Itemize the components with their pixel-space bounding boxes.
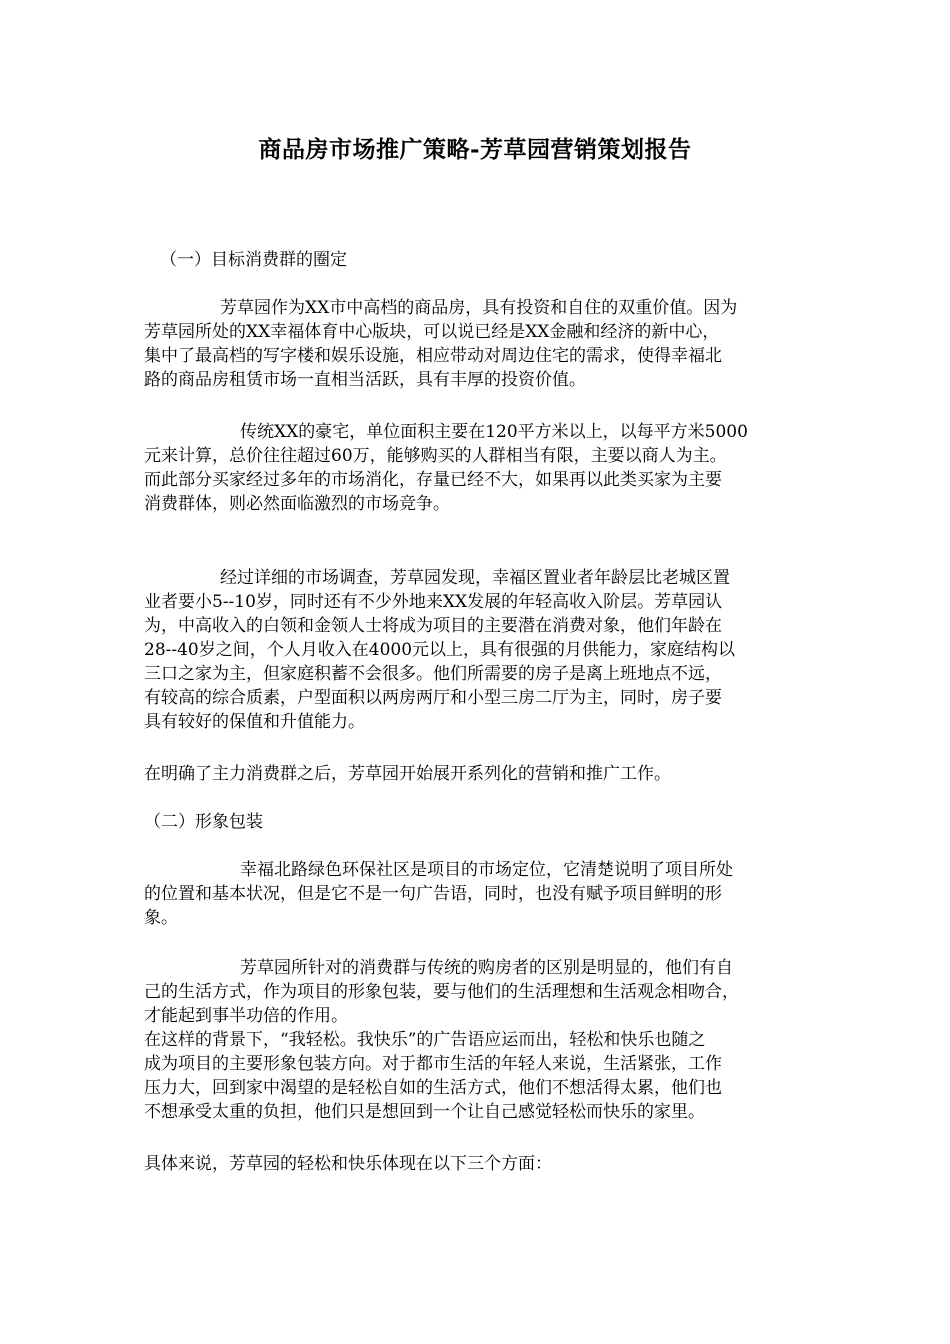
- section-heading-1: （一）目标消费群的圈定: [160, 250, 347, 270]
- paragraph-three-aspects: [144, 1152, 809, 1176]
- paragraph-line: 象。: [144, 908, 178, 928]
- paragraph-line: 有较高的综合质素，户型面积以两房两厅和小型三房二厅为主，同时，房子要: [144, 688, 722, 708]
- paragraph-line: 业者要小5--10岁，同时还有不少外地来XX发展的年轻高收入阶层。芳草园认: [144, 592, 723, 612]
- paragraph-line: 不想承受太重的负担，他们只是想回到一个让自己感觉轻松而快乐的家里。: [144, 1102, 705, 1122]
- paragraph-line: 压力大，回到家中渴望的是轻松自如的生活方式，他们不想活得太累，他们也: [144, 1078, 722, 1098]
- page-title: 商品房市场推广策略-芳草园营销策划报告: [258, 136, 692, 163]
- paragraph-line: 三口之家为主，但家庭积蓄不会很多。他们所需要的房子是离上班地点不远，: [144, 664, 722, 684]
- section-heading-2: （二）形象包装: [144, 812, 263, 832]
- paragraph-line: 传统XX的豪宅，单位面积主要在120平方米以上，以每平方米5000: [240, 422, 748, 442]
- paragraph-line: 的位置和基本状况，但是它不是一句广告语，同时，也没有赋予项目鲜明的形: [144, 884, 722, 904]
- paragraph-line: 芳草园所处的XX幸福体育中心版块，可以说已经是XX金融和经济的新中心，: [144, 322, 720, 342]
- paragraph-market-positioning: [144, 858, 809, 930]
- paragraph-line: 为，中高收入的白领和金领人士将成为项目的主要潜在消费对象，他们年龄在: [144, 616, 722, 636]
- paragraph-line: 具有较好的保值和升值能力。: [144, 712, 365, 732]
- paragraph-line: 成为项目的主要形象包装方向。对于都市生活的年轻人来说，生活紧张，工作: [144, 1054, 722, 1074]
- paragraph-line: 经过详细的市场调查，芳草园发现，幸福区置业者年龄层比老城区置: [220, 568, 730, 588]
- paragraph-line: 己的生活方式，作为项目的形象包装，要与他们的生活理想和生活观念相吻合，: [144, 982, 739, 1002]
- paragraph-marketing-start: [144, 762, 809, 786]
- paragraph-line: 集中了最高档的写字楼和娱乐设施，相应带动对周边住宅的需求，使得幸福北: [144, 346, 722, 366]
- paragraph-line: 路的商品房租赁市场一直相当活跃，具有丰厚的投资价值。: [144, 370, 586, 390]
- paragraph-market-research: [144, 566, 809, 734]
- paragraph-line: 消费群体，则必然面临激烈的市场竞争。: [144, 494, 450, 514]
- paragraph-line: 才能起到事半功倍的作用。: [144, 1006, 348, 1026]
- paragraph-line: 芳草园所针对的消费群与传统的购房者的区别是明显的，他们有自: [240, 958, 733, 978]
- paragraph-line: 28--40岁之间，个人月收入在4000元以上，具有很强的月供能力，家庭结构以: [144, 640, 736, 660]
- paragraph-line: 幸福北路绿色环保社区是项目的市场定位，它清楚说明了项目所处: [240, 860, 733, 880]
- paragraph-image-packaging: [144, 956, 809, 1124]
- paragraph-line: 而此部分买家经过多年的市场消化，存量已经不大，如果再以此类买家为主要: [144, 470, 722, 490]
- paragraph-traditional-mansion: [144, 420, 809, 516]
- paragraph-line: 在这样的背景下，“我轻松。我快乐”的广告语应运而出，轻松和快乐也随之: [144, 1030, 706, 1050]
- paragraph-investment-value: [144, 296, 809, 392]
- paragraph-line: 元来计算，总价往往超过60万，能够购买的人群相当有限，主要以商人为主。: [144, 446, 727, 466]
- paragraph-line: 具体来说，芳草园的轻松和快乐体现在以下三个方面：: [144, 1154, 552, 1174]
- paragraph-line: 芳草园作为XX市中高档的商品房，具有投资和自住的双重价值。因为: [220, 298, 738, 318]
- paragraph-line: 在明确了主力消费群之后，芳草园开始展开系列化的营销和推广工作。: [144, 764, 671, 784]
